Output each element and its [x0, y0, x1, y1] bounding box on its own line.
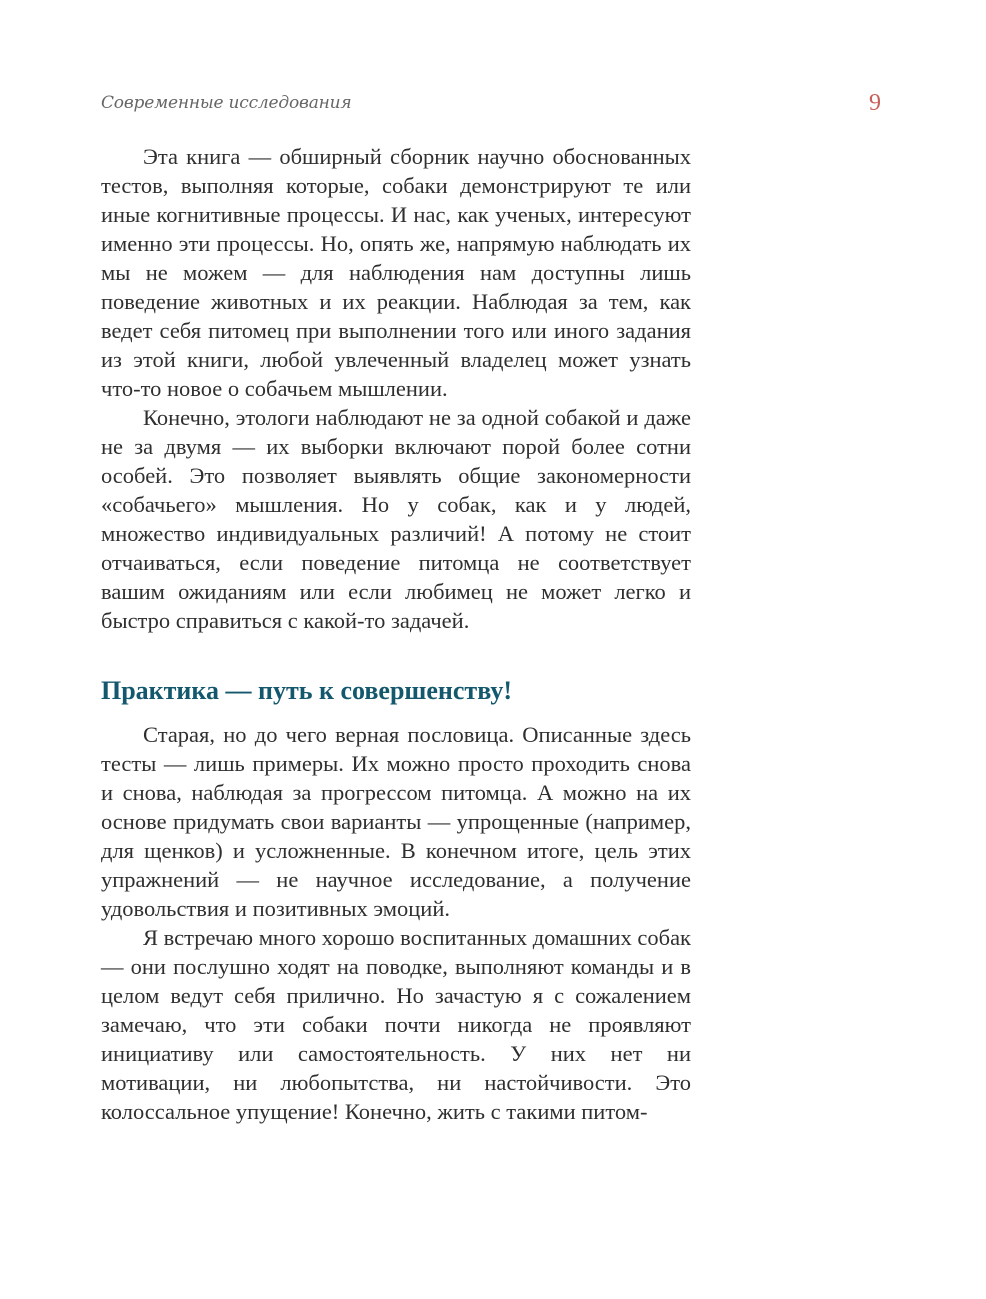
- body-paragraph: Конечно, этологи наблюдают не за одной собакой и даже не за двумя — их выборки включают порой более сотни особей. Это позволяет выявлять общие закономерности «собачьего» мышления. Но у собак, как и у людей, множество индивидуальных различий! А потому не стоит отчаиваться, если поведение питомца не соответствует вашим ожиданиям или если любимец не может легко и быстро справиться с какой-то задачей.: [101, 405, 691, 633]
- main-text-column: [101, 142, 691, 1126]
- body-paragraph: Я встречаю много хорошо воспитанных домашних собак — они послушно ходят на поводке, выполняют команды и в целом ведут себя прилично. Но зачастую я с сожалением замечаю, что эти собаки почти никогда не проявляют инициативу или самостоятельность. У них нет ни мотивации, ни любопытства, ни настойчивости. Это колоссальное упущение! Конечно, жить с такими питом-: [101, 925, 691, 1124]
- running-title: Современные исследования: [101, 93, 352, 113]
- section-heading: Практика — путь к совершенству!: [101, 676, 513, 705]
- body-paragraph: Эта книга — обширный сборник научно обоснованных тестов, выполняя которые, собаки демонстрируют те или иные когнитивные процессы. И нас, как ученых, интересуют именно эти процессы. Но, опять же, напрямую наблюдать их мы не можем — для наблюдения нам доступны лишь поведение животных и их реакции. Наблюдая за тем, как ведет себя питомец при выполнении того или иного задания из этой книги, любой увлеченный владелец может узнать что-то новое о собачьем мышлении.: [101, 144, 691, 401]
- page-number: 9: [869, 90, 881, 116]
- running-header: [101, 90, 881, 119]
- body-paragraph: Старая, но до чего верная пословица. Описанные здесь тесты — лишь примеры. Их можно просто проходить снова и снова, наблюдая за прогрессом питомца. А можно на их основе придумать свои варианты — упрощенные (например, для щенков) и усложненные. В конечном итоге, цель этих упражнений — не научное исследование, а получение удовольствия и позитивных эмоций.: [101, 722, 691, 921]
